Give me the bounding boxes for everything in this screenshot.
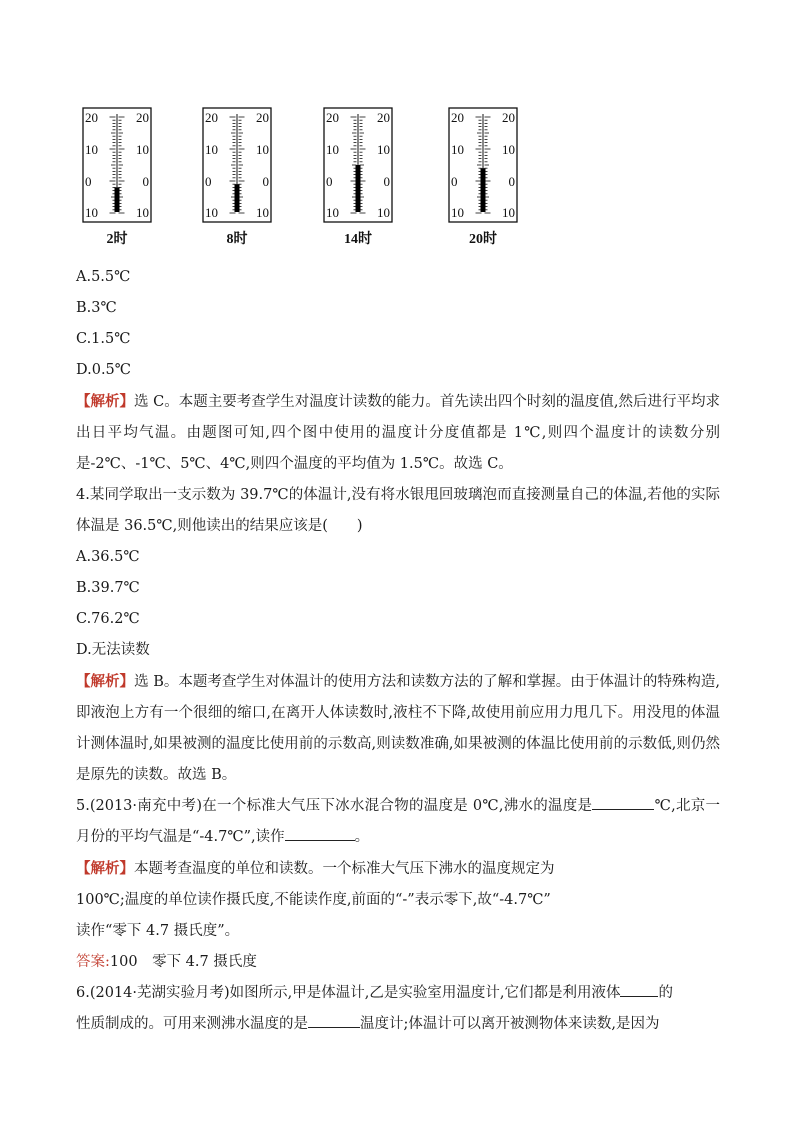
- scale-label-left: 20: [451, 110, 464, 125]
- q4-option-d: D.无法读数: [76, 642, 150, 658]
- answer-tag: 答案:: [76, 954, 110, 970]
- scale-label-right: 20: [136, 110, 149, 125]
- scale-label-right: 10: [136, 142, 149, 157]
- blank-property[interactable]: [620, 980, 658, 997]
- scale-label-right: 10: [502, 205, 515, 220]
- scale-label-right: 0: [508, 174, 515, 189]
- scale-label-right: 10: [256, 205, 269, 220]
- q6-line2: [76, 1009, 720, 1040]
- q5-stem: [76, 791, 720, 853]
- thermometer-figure: [0, 0, 794, 260]
- q6-text-2: 的: [658, 985, 673, 1001]
- q6-line1: [76, 978, 720, 1009]
- scale-label-right: 20: [502, 110, 515, 125]
- q3-option-a: A.5.5℃: [76, 269, 131, 285]
- scale-label-left: 0: [85, 174, 92, 189]
- scale-label-left: 10: [326, 142, 339, 157]
- scale-label-right: 10: [256, 142, 269, 157]
- q6-text-1: 6.(2014·芜湖实验月考)如图所示,甲是体温计,乙是实验室用温度计,它们都是利用液体: [76, 985, 621, 1001]
- q5-stem-text-2: ℃,北京一月份的平均气温是“-4.7℃”,读作: [76, 798, 720, 845]
- liquid-column: [356, 165, 361, 212]
- thermometer-3: [324, 108, 392, 247]
- q5-analysis-line1: [76, 853, 720, 885]
- thermometer-4: [449, 108, 517, 247]
- scale-label-right: 10: [377, 205, 390, 220]
- q5-stem-text-3: 。: [354, 829, 370, 845]
- analysis-tag: 【解析】: [76, 673, 135, 690]
- time-label: 14时: [344, 232, 372, 247]
- scale-label-left: 20: [85, 110, 98, 125]
- scale-label-left: 10: [326, 205, 339, 220]
- scale-label-left: 0: [205, 174, 212, 189]
- q5-stem-text-1: 5.(2013·南充中考)在一个标准大气压下冰水混合物的温度是 0℃,沸水的温度是: [76, 798, 593, 814]
- scale-label-left: 20: [326, 110, 339, 125]
- scale-label-right: 0: [262, 174, 269, 189]
- liquid-column: [115, 187, 120, 212]
- liquid-column: [235, 184, 240, 212]
- q5-analysis-line2: 100℃;温度的单位读作摄氏度,不能读作度,前面的“-”表示零下,故“-4.7℃”: [76, 892, 551, 908]
- scale-label-right: 10: [502, 142, 515, 157]
- q5-answer-text: 100 零下 4.7 摄氏度: [109, 954, 257, 970]
- scale-label-right: 20: [377, 110, 390, 125]
- q4-option-b: B.39.7℃: [76, 580, 140, 596]
- time-label: 20时: [469, 232, 497, 247]
- q4-analysis-text: 选 B。本题考查学生对体温计的使用方法和读数方法的了解和掌握。由于体温计的特殊构造,即液泡上方有一个很细的缩口,在离开人体读数时,液柱不下降,故使用前应用力甩几下。用没甩的体温计测体温时,如果被测的温度比使用前的示数高,则读数准确,如果被测的体温比使用前的示数低,则仍然是原先的读数。故选 B。: [76, 674, 721, 783]
- q5-answer: [76, 947, 720, 978]
- q6-text-4: 温度计;体温计可以离开被测物体来读数,是因为: [360, 1016, 660, 1032]
- scale-label-left: 10: [205, 142, 218, 157]
- blank-reading[interactable]: [285, 824, 355, 841]
- blank-thermometer[interactable]: [308, 1011, 360, 1028]
- blank-boiling-temp[interactable]: [592, 793, 654, 810]
- scale-label-right: 10: [136, 205, 149, 220]
- q3-option-d: D.0.5℃: [76, 362, 131, 378]
- scale-label-right: 20: [256, 110, 269, 125]
- thermometer-1: [83, 108, 151, 247]
- scale-label-right: 10: [377, 142, 390, 157]
- thermometer-2: [203, 108, 271, 247]
- analysis-tag: 【解析】: [76, 393, 135, 410]
- scale-label-right: 0: [142, 174, 149, 189]
- scale-label-left: 10: [85, 205, 98, 220]
- scale-label-left: 20: [205, 110, 218, 125]
- time-label: 2时: [106, 232, 128, 247]
- scale-label-left: 0: [451, 174, 458, 189]
- q6-text-3: 性质制成的。可用来测沸水温度的是: [76, 1016, 308, 1032]
- q5-analysis-text-1: 本题考查温度的单位和读数。一个标准大气压下沸水的温度规定为: [134, 861, 555, 877]
- scale-label-left: 10: [451, 142, 464, 157]
- time-label: 8时: [226, 232, 248, 247]
- content: [76, 262, 720, 1040]
- scale-label-left: 10: [205, 205, 218, 220]
- scale-label-left: 10: [451, 205, 464, 220]
- q3-analysis-text: 选 C。本题主要考查学生对温度计读数的能力。首先读出四个时刻的温度值,然后进行平均求出日平均气温。由题图可知,四个图中使用的温度计分度值都是 1℃,则四个温度计的读数分别是-2℃、-1℃、5℃、4℃,则四个温度的平均值为 1.5℃。故选 C。: [76, 394, 721, 472]
- q4-option-c: C.76.2℃: [76, 611, 140, 627]
- q3-option-c: C.1.5℃: [76, 331, 131, 347]
- scale-label-left: 10: [85, 142, 98, 157]
- q3-analysis: [76, 386, 720, 480]
- q3-option-b: B.3℃: [76, 300, 117, 316]
- q4-stem: 4.某同学取出一支示数为 39.7℃的体温计,没有将水银甩回玻璃泡而直接测量自己的体温,若他的实际体温是 36.5℃,则他读出的结果应该是( ): [76, 487, 720, 534]
- q4-option-a: A.36.5℃: [76, 549, 140, 565]
- q5-analysis-line3: 读作“零下 4.7 摄氏度”。: [76, 923, 240, 939]
- scale-label-left: 0: [326, 174, 333, 189]
- q4-analysis: [76, 666, 720, 791]
- liquid-column: [481, 168, 486, 212]
- analysis-tag: 【解析】: [76, 860, 134, 877]
- scale-label-right: 0: [383, 174, 390, 189]
